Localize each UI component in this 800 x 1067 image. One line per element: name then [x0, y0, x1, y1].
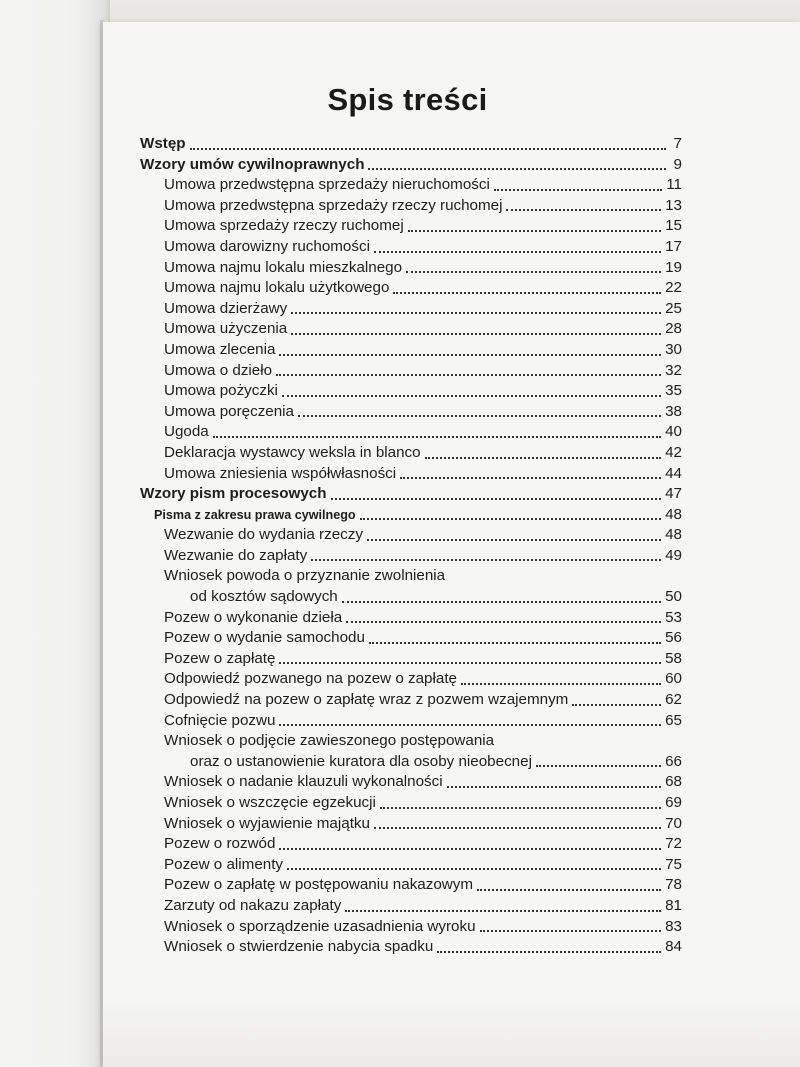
toc-entry [140, 155, 682, 176]
dot-leader [506, 208, 661, 211]
toc-entry [140, 772, 682, 793]
dot-leader [400, 476, 661, 479]
toc-entry [140, 484, 682, 505]
toc-entry [140, 299, 682, 320]
dot-leader [380, 806, 661, 809]
dot-leader [346, 620, 661, 623]
toc-entry-title: Cofnięcie pozwu [164, 711, 276, 729]
dot-leader [276, 373, 661, 376]
dot-leader [461, 682, 661, 685]
toc-page-number: 40 [665, 423, 682, 441]
dot-leader [213, 435, 661, 438]
dot-leader [374, 826, 661, 829]
toc-page-number: 35 [665, 382, 682, 400]
toc-entry-title: Wstęp [140, 135, 186, 152]
toc-page-number: 70 [665, 814, 682, 832]
toc-entry [140, 649, 682, 670]
toc-entry [140, 669, 682, 690]
toc-entry-title: Umowa użyczenia [164, 320, 288, 338]
dot-leader [360, 517, 662, 520]
toc-entry-title: Wezwanie do wydania rzeczy [164, 526, 363, 544]
toc-entry [140, 443, 682, 464]
toc-entry-title: Zarzuty od nakazu zapłaty [164, 896, 342, 914]
toc-entry-title: Pisma z zakresu prawa cywilnego [154, 507, 356, 522]
toc-page-number: 25 [665, 299, 682, 317]
toc-page-number: 42 [665, 443, 682, 461]
toc-entry-title: Odpowiedź na pozew o zapłatę wraz z pozwem wzajemnym [164, 691, 569, 709]
dot-leader [393, 291, 661, 294]
toc-entry-title: Wniosek o wszczęcie egzekucji [164, 794, 376, 811]
toc-entry [140, 608, 682, 629]
toc-entry-title: Pozew o zapłatę [164, 649, 276, 667]
toc-page-number: 83 [665, 917, 682, 935]
toc-entry-title: Wezwanie do zapłaty [164, 546, 308, 564]
dot-leader [291, 332, 661, 335]
toc-entry-title: Wniosek o stwierdzenie nabycia spadku [164, 938, 434, 956]
toc-entry-title: Wniosek o wyjawienie majątku [164, 814, 370, 832]
toc-page-number: 19 [665, 258, 682, 276]
toc-page-number: 28 [665, 320, 682, 338]
table-of-contents [140, 134, 682, 958]
toc-entry-title: Umowa przedwstępna sprzedaży nieruchomości [164, 176, 490, 194]
toc-entry [140, 896, 682, 917]
toc-entry [140, 340, 682, 361]
dot-leader [477, 888, 661, 891]
dot-leader [447, 785, 662, 788]
toc-page-number: 38 [665, 402, 682, 420]
toc-entry-title: oraz o ustanowienie kuratora dla osoby nieobecnej [190, 752, 532, 770]
toc-page-number: 47 [665, 485, 682, 503]
toc-entry [140, 875, 682, 896]
dot-leader [480, 929, 662, 932]
dot-leader [282, 394, 661, 397]
toc-entry [140, 690, 682, 711]
dot-leader [190, 147, 666, 150]
dot-leader [298, 414, 661, 417]
toc-page-number: 48 [665, 505, 682, 523]
toc-entry-title: Pozew o wykonanie dzieła [164, 608, 343, 626]
toc-page-number: 50 [665, 588, 682, 606]
toc-page-number: 84 [665, 938, 682, 956]
toc-entry [140, 134, 682, 155]
toc-entry-title: Umowa najmu lokalu użytkowego [164, 279, 390, 297]
toc-entry-title: Pozew o rozwód [164, 835, 276, 853]
dot-leader [287, 867, 661, 870]
toc-entry [140, 711, 682, 732]
toc-entry [140, 937, 682, 958]
page-title: Spis treści [327, 82, 488, 117]
toc-page-number: 32 [665, 361, 682, 379]
toc-page-number: 69 [665, 794, 682, 811]
dot-leader [331, 497, 662, 500]
toc-page-number: 13 [665, 196, 682, 214]
toc-page-number: 7 [673, 135, 682, 152]
dot-leader [279, 353, 661, 356]
toc-entry-title: Pozew o zapłatę w postępowaniu nakazowym [164, 876, 473, 894]
toc-page-number: 30 [665, 340, 682, 358]
toc-entry [140, 464, 682, 485]
toc-entry [140, 546, 682, 567]
toc-page-number: 60 [665, 670, 682, 688]
dot-leader [345, 909, 661, 912]
toc-page-number: 65 [665, 711, 682, 729]
dot-leader [279, 847, 661, 850]
toc-page-number: 62 [665, 691, 682, 709]
toc-entry [140, 505, 682, 526]
toc-page-number: 75 [665, 855, 682, 873]
toc-entry-title: Pozew o alimenty [164, 855, 284, 873]
toc-entry-title: Wzory umów cywilnoprawnych [140, 155, 365, 173]
toc-page-number: 22 [665, 279, 682, 297]
dot-leader [374, 250, 661, 253]
toc-page-number: 72 [665, 835, 682, 853]
toc-entry [140, 381, 682, 402]
toc-entry-title: Wniosek o podjęcie zawieszonego postępowania [164, 732, 495, 750]
toc-page-number: 56 [665, 629, 682, 647]
toc-entry [140, 361, 682, 382]
toc-entry [140, 525, 682, 546]
toc-entry [140, 196, 682, 217]
toc-entry-title: Umowa przedwstępna sprzedaży rzeczy ruchomej [164, 196, 503, 214]
toc-entry-title: Deklaracja wystawcy weksla in blanco [164, 443, 421, 461]
toc-page-number: 17 [665, 237, 682, 255]
dot-leader [311, 558, 661, 561]
dot-leader [572, 703, 661, 706]
toc-page-number: 49 [665, 546, 682, 564]
toc-entry-title: Umowa zniesienia współwłasności [164, 464, 397, 482]
toc-entry-title: Wniosek powoda o przyznanie zwolnienia [164, 567, 446, 585]
toc-entry-title: od kosztów sądowych [190, 588, 338, 606]
toc-page-number: 44 [665, 464, 682, 482]
dot-leader [536, 764, 661, 767]
toc-entry [140, 566, 682, 587]
toc-entry-title: Wniosek o nadanie klauzuli wykonalności [164, 773, 443, 791]
toc-entry [140, 402, 682, 423]
dot-leader [369, 641, 661, 644]
toc-entry-title: Umowa pożyczki [164, 382, 278, 400]
toc-entry [140, 175, 682, 196]
toc-page-number: 15 [665, 217, 682, 235]
toc-entry [140, 216, 682, 237]
toc-page-number: 11 [666, 176, 682, 194]
toc-entry-title: Wzory pism procesowych [140, 485, 327, 503]
dot-leader [279, 661, 661, 664]
toc-entry-title: Umowa sprzedaży rzeczy ruchomej [164, 217, 404, 235]
dot-leader [425, 456, 661, 459]
toc-entry [140, 258, 682, 279]
toc-entry [140, 628, 682, 649]
toc-page-number: 53 [665, 608, 682, 626]
toc-page-number: 81 [665, 896, 682, 914]
dot-leader [279, 723, 661, 726]
toc-entry-title: Umowa o dzieło [164, 361, 273, 379]
toc-page-number: 78 [665, 876, 682, 894]
toc-entry [140, 731, 682, 752]
dot-leader [437, 950, 661, 953]
toc-entry-title: Wniosek o sporządzenie uzasadnienia wyroku [164, 917, 476, 935]
toc-entry [140, 793, 682, 814]
toc-entry [140, 587, 682, 608]
dot-leader [368, 167, 666, 170]
toc-entry [140, 855, 682, 876]
toc-entry [140, 278, 682, 299]
dot-leader [494, 188, 662, 191]
toc-page-number: 66 [665, 752, 682, 770]
toc-entry [140, 917, 682, 938]
toc-entry [140, 834, 682, 855]
dot-leader [291, 311, 661, 314]
toc-entry-title: Umowa najmu lokalu mieszkalnego [164, 258, 403, 276]
toc-entry [140, 237, 682, 258]
toc-entry-title: Umowa darowizny ruchomości [164, 237, 370, 255]
toc-entry [140, 814, 682, 835]
dot-leader [408, 229, 661, 232]
toc-entry [140, 319, 682, 340]
toc-entry [140, 752, 682, 773]
left-page [0, 0, 110, 1067]
dot-leader [342, 600, 661, 603]
dot-leader [367, 538, 661, 541]
toc-page-number: 68 [665, 773, 682, 791]
toc-entry-title: Ugoda [164, 423, 209, 441]
page-bottom-shade [103, 1005, 800, 1067]
toc-entry-title: Umowa dzierżawy [164, 299, 288, 317]
toc-entry [140, 422, 682, 443]
toc-page-number: 9 [673, 155, 682, 173]
toc-page-number: 58 [665, 649, 682, 667]
toc-page-number: 48 [665, 526, 682, 544]
toc-entry-title: Umowa poręczenia [164, 402, 294, 420]
toc-entry-title: Umowa zlecenia [164, 340, 276, 358]
dot-leader [406, 270, 661, 273]
toc-entry-title: Odpowiedź pozwanego na pozew o zapłatę [164, 670, 457, 688]
toc-entry-title: Pozew o wydanie samochodu [164, 629, 365, 647]
